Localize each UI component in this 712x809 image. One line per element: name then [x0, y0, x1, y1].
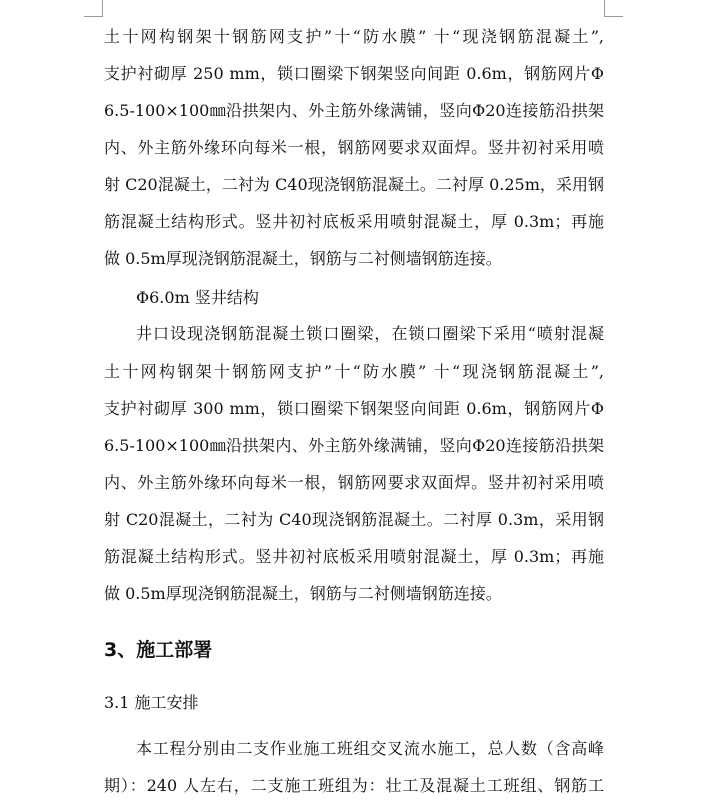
paragraph-line: 期）：240 人左右，二支施工班组为：壮工及混凝土工班组、钢筋工	[104, 776, 604, 795]
paragraph-line: 做 0.5m厚现浇钢筋混凝土，钢筋与二衬侧墙钢筋连接。	[104, 584, 502, 603]
subsection-heading: 3.1 施工安排	[104, 693, 199, 712]
paragraph-line: 6.5-100×100㎜沿拱架内、外主筋外缘满铺，竖向Φ20连接筋沿拱架	[104, 436, 604, 455]
paragraph-line: 支护衬砌厚 300 mm，锁口圈梁下钢架竖向间距 0.6m，钢筋网片Φ	[104, 399, 604, 418]
paragraph-line: 筋混凝土结构形式。竖井初衬底板采用喷射混凝土，厚 0.3m；再施	[104, 547, 604, 566]
paragraph-line: 内、外主筋外缘环向每米一根，钢筋网要求双面焊。竖井初衬采用喷	[104, 138, 604, 157]
section-heading: 3、施工部署	[104, 639, 213, 661]
paragraph-line: 6.5-100×100㎜沿拱架内、外主筋外缘满铺，竖向Φ20连接筋沿拱架	[104, 101, 604, 120]
paragraph-line: 井口设现浇钢筋混凝土锁口圈梁，在锁口圈梁下采用“喷射混凝	[136, 324, 604, 343]
paragraph-line: 本工程分别由二支作业施工班组交叉流水施工，总人数（含高峰	[136, 739, 604, 758]
paragraph-line: 内、外主筋外缘环向每米一根，钢筋网要求双面焊。竖井初衬采用喷	[104, 473, 604, 492]
paragraph-line: 做 0.5m厚现浇钢筋混凝土，钢筋与二衬侧墙钢筋连接。	[104, 249, 502, 268]
paragraph-line: 筋混凝土结构形式。竖井初衬底板采用喷射混凝土，厚 0.3m；再施	[104, 212, 604, 231]
paragraph-line: 土十网构钢架十钢筋网支护”十“防水膜” 十“现浇钢筋混凝土”,	[104, 27, 604, 46]
paragraph-line: 土十网构钢架十钢筋网支护”十“防水膜” 十“现浇钢筋混凝土”,	[104, 362, 604, 381]
paragraph-line: 射 C20混凝土，二衬为 C40现浇钢筋混凝土。二衬厚 0.3m，采用钢	[104, 510, 604, 529]
margin-crop-mark-right	[604, 0, 623, 17]
margin-crop-mark-left	[84, 0, 103, 17]
shaft-structure-subhead: Φ6.0m 竖井结构	[136, 288, 259, 307]
paragraph-line: 支护衬砌厚 250 mm，锁口圈梁下钢架竖向间距 0.6m，钢筋网片Φ	[104, 64, 604, 83]
paragraph-line: 射 C20混凝土，二衬为 C40现浇钢筋混凝土。二衬厚 0.25m，采用钢	[104, 175, 604, 194]
